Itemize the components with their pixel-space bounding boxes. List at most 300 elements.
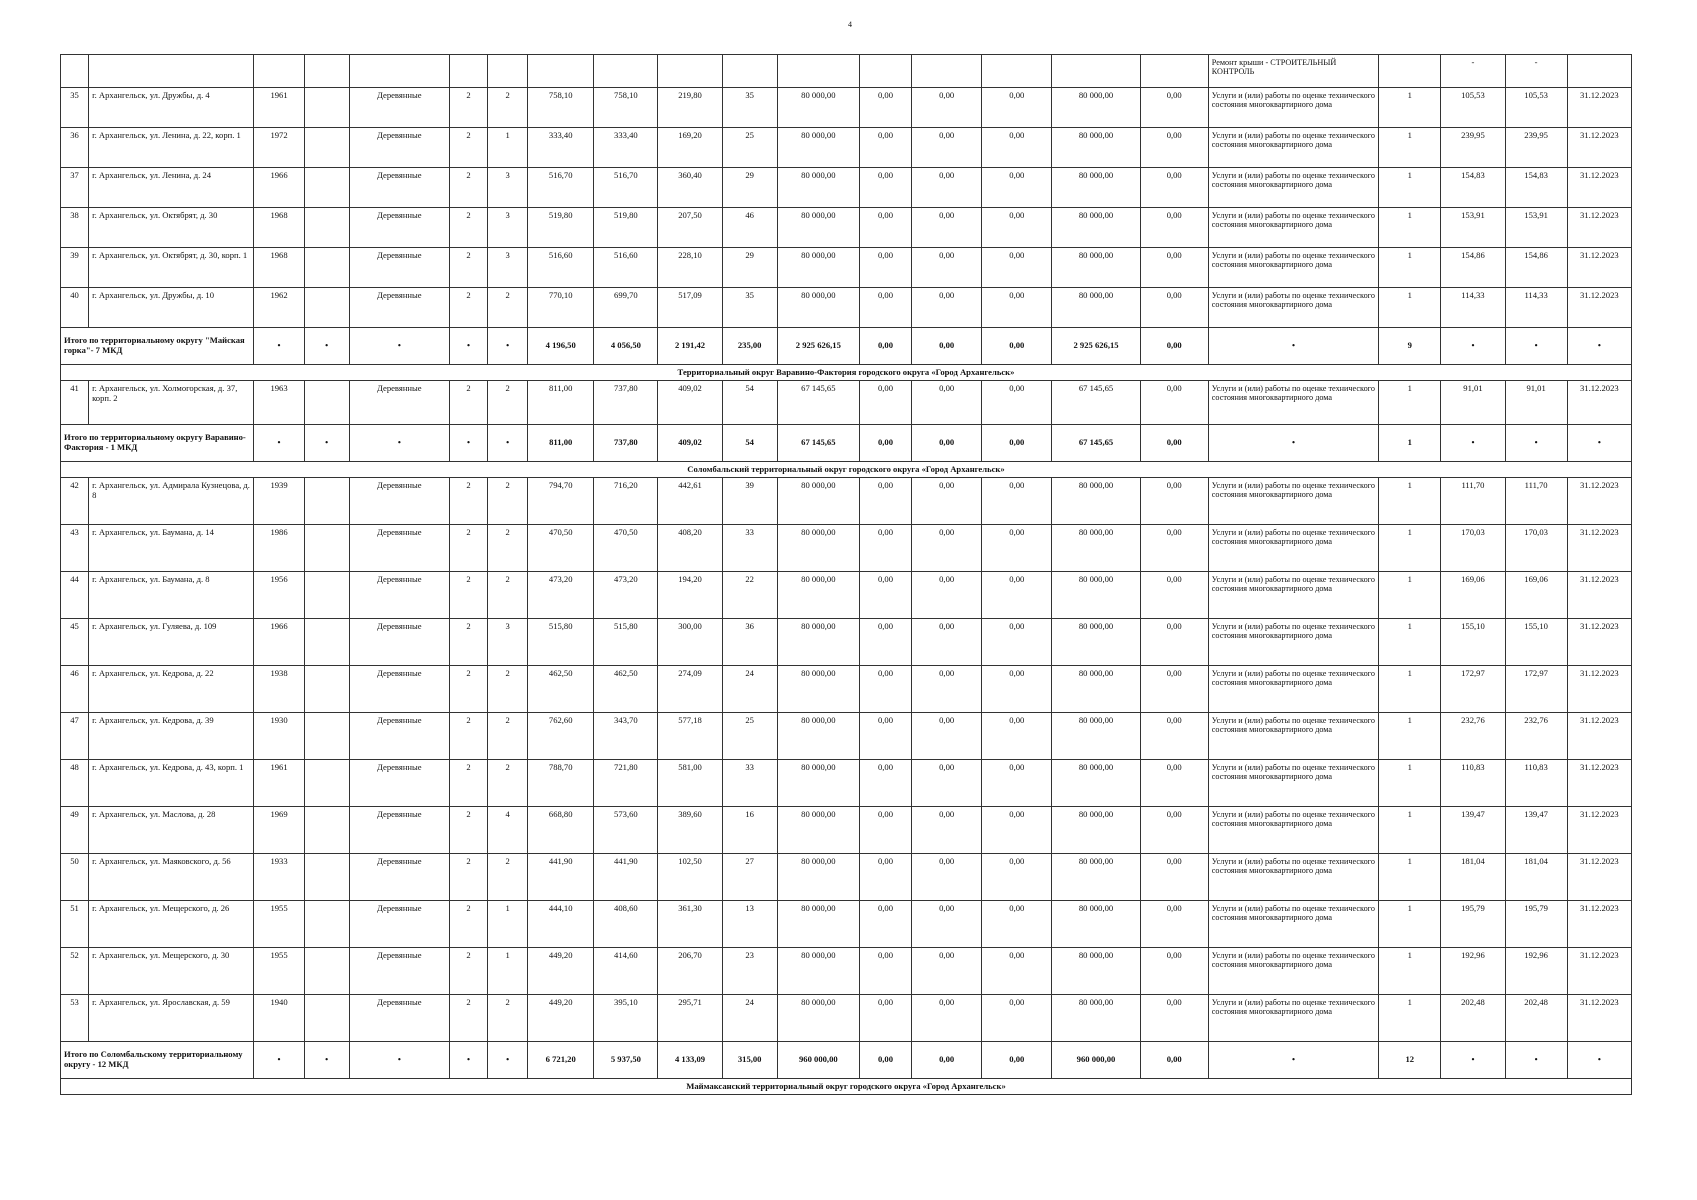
common-area-cell: 219,80 [658, 88, 722, 128]
build-year-cell: 1968 [254, 248, 304, 288]
total-cost-cell: 80 000,00 [777, 248, 859, 288]
build-year-cell: 1955 [254, 901, 304, 948]
blank-cell-cell [304, 666, 349, 713]
other-cost-cell: 0,00 [1140, 901, 1208, 948]
row-number-cell: 49 [61, 807, 89, 854]
other-cost-cell: 0,00 [1140, 288, 1208, 328]
address-cell: г. Архангельск, ул. Ярославская, д. 59 [89, 995, 254, 1042]
blank-cell-cell [304, 995, 349, 1042]
table-row [61, 525, 1632, 572]
address-cell: г. Архангельск, ул. Дружбы, д. 10 [89, 288, 254, 328]
unit-cost-cell: 111,70 [1441, 478, 1505, 525]
residential-area-cell: 737,80 [594, 425, 658, 462]
common-area-cell: 206,70 [658, 948, 722, 995]
work-type-cell: Услуги и (или) работы по оценке технического состояния многоквартирного дома [1208, 666, 1378, 713]
residents-cell: 22 [722, 572, 777, 619]
other-cost-cell: 0,00 [1140, 88, 1208, 128]
entrances-cell: 3 [488, 248, 528, 288]
dot-cell: • [1441, 328, 1505, 365]
total-cost-cell: 80 000,00 [777, 572, 859, 619]
other-cost-cell: 0,00 [1140, 760, 1208, 807]
table-row [61, 288, 1632, 328]
fund-cost-cell: 0,00 [859, 88, 911, 128]
common-area-cell: 517,09 [658, 288, 722, 328]
deadline-cell: 31.12.2023 [1567, 948, 1631, 995]
entrances-cell: 2 [488, 381, 528, 425]
total-area-cell: 516,60 [528, 248, 594, 288]
deadline-cell: 31.12.2023 [1567, 478, 1631, 525]
entrances-cell: 2 [488, 666, 528, 713]
total-area-cell: 811,00 [528, 425, 594, 462]
wall-material-cell: Деревянные [349, 760, 449, 807]
residential-area-cell: 699,70 [594, 288, 658, 328]
build-year-cell: 1968 [254, 208, 304, 248]
row-number-cell: 40 [61, 288, 89, 328]
city-cost-cell: 0,00 [982, 1042, 1052, 1079]
region-cost-cell: 0,00 [912, 713, 982, 760]
region-cost-cell: 0,00 [912, 328, 982, 365]
address-cell: г. Архангельск, ул. Баумана, д. 8 [89, 572, 254, 619]
total-cost-cell: 80 000,00 [777, 88, 859, 128]
owner-cost-cell: 80 000,00 [1052, 713, 1140, 760]
other-cost-cell: 0,00 [1140, 1042, 1208, 1079]
deadline-cell: 31.12.2023 [1567, 525, 1631, 572]
residents-cell: 23 [722, 948, 777, 995]
deadline-cell: 31.12.2023 [1567, 572, 1631, 619]
floors-cell: 2 [449, 288, 487, 328]
region-cost-cell: 0,00 [912, 995, 982, 1042]
limit-cost-cell: 232,76 [1505, 713, 1567, 760]
table-row [61, 901, 1632, 948]
total-cost-cell: 80 000,00 [777, 666, 859, 713]
total-cost-cell: 80 000,00 [777, 854, 859, 901]
city-cost-cell: 0,00 [982, 619, 1052, 666]
unit-cost-cell: 192,96 [1441, 948, 1505, 995]
section-title: Соломбальский территориальный округ городского округа «Город Архангельск» [61, 462, 1632, 478]
total-area-cell: 449,20 [528, 948, 594, 995]
total-row [61, 328, 1632, 365]
residents-cell: 36 [722, 619, 777, 666]
city-cost-cell: 0,00 [982, 381, 1052, 425]
build-year-cell: 1933 [254, 854, 304, 901]
blank-cell-cell [304, 478, 349, 525]
blank-cell-cell [304, 88, 349, 128]
other-cost-cell: 0,00 [1140, 854, 1208, 901]
address-cell: г. Архангельск, ул. Кедрова, д. 39 [89, 713, 254, 760]
unit-cost-cell: 154,83 [1441, 168, 1505, 208]
other-cost-cell: 0,00 [1140, 208, 1208, 248]
owner-cost-cell: 80 000,00 [1052, 619, 1140, 666]
unit-cost-cell: 232,76 [1441, 713, 1505, 760]
build-year-cell: 1961 [254, 88, 304, 128]
total-area-cell: 516,70 [528, 168, 594, 208]
total-area-cell: 515,80 [528, 619, 594, 666]
address-cell: г. Архангельск, ул. Ленина, д. 24 [89, 168, 254, 208]
unit-cost-cell: 110,83 [1441, 760, 1505, 807]
fund-cost-cell: 0,00 [859, 619, 911, 666]
total-area-cell: 770,10 [528, 288, 594, 328]
work-type-cell: Услуги и (или) работы по оценке технического состояния многоквартирного дома [1208, 208, 1378, 248]
entrances-cell: 3 [488, 619, 528, 666]
quantity-cell: 1 [1379, 948, 1441, 995]
fund-cost-cell: 0,00 [859, 1042, 911, 1079]
other-cost-cell: 0,00 [1140, 328, 1208, 365]
quantity-cell: 1 [1379, 208, 1441, 248]
limit-cost-cell: 105,53 [1505, 88, 1567, 128]
residents-cell: 24 [722, 666, 777, 713]
total-row [61, 1042, 1632, 1079]
page-number: 4 [848, 20, 852, 29]
total-cost-cell: 80 000,00 [777, 619, 859, 666]
build-year-cell: 1939 [254, 478, 304, 525]
unit-cost-cell: 154,86 [1441, 248, 1505, 288]
fund-cost-cell: 0,00 [859, 248, 911, 288]
quantity-cell: 9 [1379, 328, 1441, 365]
residential-area-cell: 408,60 [594, 901, 658, 948]
dot-cell: • [304, 425, 349, 462]
region-cost-cell: 0,00 [912, 854, 982, 901]
residential-area-cell: 343,70 [594, 713, 658, 760]
residential-area-cell: 5 937,50 [594, 1042, 658, 1079]
residents-cell: 27 [722, 854, 777, 901]
total-area-cell: 811,00 [528, 381, 594, 425]
residents-cell: 24 [722, 995, 777, 1042]
deadline-cell: 31.12.2023 [1567, 248, 1631, 288]
total-area-cell: 444,10 [528, 901, 594, 948]
common-area-cell: 295,71 [658, 995, 722, 1042]
row-number-cell: 35 [61, 88, 89, 128]
region-cost-cell: 0,00 [912, 572, 982, 619]
total-cost-cell: 80 000,00 [777, 948, 859, 995]
row-number-cell: 48 [61, 760, 89, 807]
build-year-cell: 1930 [254, 713, 304, 760]
total-cost-cell: 80 000,00 [777, 807, 859, 854]
residents-cell: 29 [722, 248, 777, 288]
owner-cost-cell: 80 000,00 [1052, 288, 1140, 328]
floors-cell: 2 [449, 760, 487, 807]
fund-cost-cell: 0,00 [859, 478, 911, 525]
city-cost-cell: 0,00 [982, 760, 1052, 807]
dot-cell: • [1567, 328, 1631, 365]
owner-cost-cell: 80 000,00 [1052, 995, 1140, 1042]
residential-area-cell: 395,10 [594, 995, 658, 1042]
total-cost-cell: 80 000,00 [777, 901, 859, 948]
table-row [61, 760, 1632, 807]
dot-cell: • [254, 328, 304, 365]
residents-cell: 25 [722, 128, 777, 168]
build-year-cell: 1972 [254, 128, 304, 168]
common-area-cell: 389,60 [658, 807, 722, 854]
city-cost-cell: 0,00 [982, 208, 1052, 248]
blank-cell-cell [304, 948, 349, 995]
residents-cell: 35 [722, 88, 777, 128]
other-cost-cell: 0,00 [1140, 948, 1208, 995]
table-row [61, 88, 1632, 128]
total-cost-cell: 80 000,00 [777, 713, 859, 760]
region-cost-cell: 0,00 [912, 807, 982, 854]
owner-cost-cell: 80 000,00 [1052, 666, 1140, 713]
address-cell: г. Архангельск, ул. Адмирала Кузнецова, д. 8 [89, 478, 254, 525]
wall-material-cell: Деревянные [349, 128, 449, 168]
dot-cell: • [488, 1042, 528, 1079]
total-area-cell: 794,70 [528, 478, 594, 525]
city-cost-cell: 0,00 [982, 572, 1052, 619]
floors-cell: 2 [449, 525, 487, 572]
region-cost-cell: 0,00 [912, 525, 982, 572]
row-number-cell: 41 [61, 381, 89, 425]
quantity-cell: 1 [1379, 88, 1441, 128]
table-row [61, 381, 1632, 425]
entrances-cell: 2 [488, 854, 528, 901]
common-area-cell: 581,00 [658, 760, 722, 807]
total-cost-cell: 80 000,00 [777, 525, 859, 572]
total-area-cell: 758,10 [528, 88, 594, 128]
entrances-cell: 4 [488, 807, 528, 854]
common-area-cell: 207,50 [658, 208, 722, 248]
dot-cell: • [1505, 425, 1567, 462]
build-year-cell: 1938 [254, 666, 304, 713]
owner-cost-cell: 80 000,00 [1052, 948, 1140, 995]
row-number-cell: 36 [61, 128, 89, 168]
build-year-cell: 1986 [254, 525, 304, 572]
deadline-cell: 31.12.2023 [1567, 288, 1631, 328]
other-cost-cell: 0,00 [1140, 248, 1208, 288]
residential-area-cell: 333,40 [594, 128, 658, 168]
total-cost-cell: 80 000,00 [777, 208, 859, 248]
limit-cost-cell: 170,03 [1505, 525, 1567, 572]
limit-cost-cell: 181,04 [1505, 854, 1567, 901]
quantity-cell: 1 [1379, 248, 1441, 288]
owner-cost-cell: 80 000,00 [1052, 128, 1140, 168]
dot-cell: • [1567, 425, 1631, 462]
unit-cost-cell: 181,04 [1441, 854, 1505, 901]
owner-cost-cell: 80 000,00 [1052, 572, 1140, 619]
table-row [61, 55, 1632, 88]
table-row [61, 248, 1632, 288]
row-number-cell: 47 [61, 713, 89, 760]
quantity-cell: 1 [1379, 478, 1441, 525]
floors-cell: 2 [449, 995, 487, 1042]
quantity-cell: 1 [1379, 168, 1441, 208]
dash-cell: - [1441, 55, 1505, 88]
address-cell: г. Архангельск, ул. Холмогорская, д. 37, корп. 2 [89, 381, 254, 425]
work-type-cell: Услуги и (или) работы по оценке технического состояния многоквартирного дома [1208, 901, 1378, 948]
region-cost-cell: 0,00 [912, 948, 982, 995]
common-area-cell: 408,20 [658, 525, 722, 572]
city-cost-cell: 0,00 [982, 128, 1052, 168]
floors-cell: 2 [449, 168, 487, 208]
total-cost-cell: 960 000,00 [777, 1042, 859, 1079]
total-cost-cell: 2 925 626,15 [777, 328, 859, 365]
total-cost-cell: 67 145,65 [777, 425, 859, 462]
dot-cell: • [349, 425, 449, 462]
wall-material-cell: Деревянные [349, 854, 449, 901]
residential-area-cell: 716,20 [594, 478, 658, 525]
dash-cell: - [1505, 55, 1567, 88]
dot-cell: • [349, 328, 449, 365]
dot-cell: • [254, 1042, 304, 1079]
dot-cell: • [1208, 328, 1378, 365]
city-cost-cell: 0,00 [982, 666, 1052, 713]
fund-cost-cell: 0,00 [859, 713, 911, 760]
blank-cell-cell [304, 854, 349, 901]
address-cell: г. Архангельск, ул. Кедрова, д. 22 [89, 666, 254, 713]
total-cost-cell: 80 000,00 [777, 760, 859, 807]
limit-cost-cell: 154,83 [1505, 168, 1567, 208]
work-type-cell: Услуги и (или) работы по оценке технического состояния многоквартирного дома [1208, 248, 1378, 288]
region-cost-cell: 0,00 [912, 128, 982, 168]
residential-area-cell: 470,50 [594, 525, 658, 572]
blank-cell-cell [304, 381, 349, 425]
unit-cost-cell: 169,06 [1441, 572, 1505, 619]
unit-cost-cell: 170,03 [1441, 525, 1505, 572]
limit-cost-cell: 172,97 [1505, 666, 1567, 713]
city-cost-cell: 0,00 [982, 328, 1052, 365]
unit-cost-cell: 114,33 [1441, 288, 1505, 328]
dot-cell: • [254, 425, 304, 462]
quantity-cell: 1 [1379, 760, 1441, 807]
owner-cost-cell: 80 000,00 [1052, 88, 1140, 128]
table-row [61, 713, 1632, 760]
quantity-cell: 1 [1379, 713, 1441, 760]
total-area-cell: 333,40 [528, 128, 594, 168]
limit-cost-cell: 155,10 [1505, 619, 1567, 666]
limit-cost-cell: 139,47 [1505, 807, 1567, 854]
common-area-cell: 409,02 [658, 381, 722, 425]
owner-cost-cell: 80 000,00 [1052, 168, 1140, 208]
other-cost-cell: 0,00 [1140, 525, 1208, 572]
floors-cell: 2 [449, 948, 487, 995]
work-type-cell: Услуги и (или) работы по оценке технического состояния многоквартирного дома [1208, 760, 1378, 807]
wall-material-cell: Деревянные [349, 381, 449, 425]
limit-cost-cell: 202,48 [1505, 995, 1567, 1042]
owner-cost-cell: 80 000,00 [1052, 807, 1140, 854]
entrances-cell: 2 [488, 88, 528, 128]
repair-program-table [60, 54, 1632, 1095]
dot-cell: • [449, 425, 487, 462]
wall-material-cell: Деревянные [349, 619, 449, 666]
residential-area-cell: 516,70 [594, 168, 658, 208]
table-row [61, 478, 1632, 525]
table-row [61, 128, 1632, 168]
residents-cell: 39 [722, 478, 777, 525]
quantity-cell: 1 [1379, 995, 1441, 1042]
total-area-cell: 473,20 [528, 572, 594, 619]
total-area-cell: 762,60 [528, 713, 594, 760]
residential-area-cell: 737,80 [594, 381, 658, 425]
floors-cell: 2 [449, 248, 487, 288]
residents-cell: 54 [722, 381, 777, 425]
unit-cost-cell: 155,10 [1441, 619, 1505, 666]
wall-material-cell: Деревянные [349, 208, 449, 248]
city-cost-cell: 0,00 [982, 288, 1052, 328]
fund-cost-cell: 0,00 [859, 901, 911, 948]
wall-material-cell: Деревянные [349, 572, 449, 619]
quantity-cell: 1 [1379, 288, 1441, 328]
unit-cost-cell: 239,95 [1441, 128, 1505, 168]
city-cost-cell: 0,00 [982, 478, 1052, 525]
fund-cost-cell: 0,00 [859, 995, 911, 1042]
residential-area-cell: 441,90 [594, 854, 658, 901]
section-header-row [61, 1079, 1632, 1095]
dot-cell: • [1441, 1042, 1505, 1079]
table-row [61, 208, 1632, 248]
residents-cell: 13 [722, 901, 777, 948]
common-area-cell: 4 133,09 [658, 1042, 722, 1079]
other-cost-cell: 0,00 [1140, 666, 1208, 713]
fund-cost-cell: 0,00 [859, 666, 911, 713]
fund-cost-cell: 0,00 [859, 425, 911, 462]
city-cost-cell: 0,00 [982, 948, 1052, 995]
region-cost-cell: 0,00 [912, 88, 982, 128]
residential-area-cell: 414,60 [594, 948, 658, 995]
floors-cell: 2 [449, 208, 487, 248]
dot-cell: • [1505, 328, 1567, 365]
total-area-cell: 519,80 [528, 208, 594, 248]
common-area-cell: 274,09 [658, 666, 722, 713]
owner-cost-cell: 80 000,00 [1052, 525, 1140, 572]
deadline-cell: 31.12.2023 [1567, 807, 1631, 854]
entrances-cell: 2 [488, 525, 528, 572]
floors-cell: 2 [449, 381, 487, 425]
section-header-row [61, 462, 1632, 478]
address-cell: г. Архангельск, ул. Маслова, д. 28 [89, 807, 254, 854]
other-cost-cell: 0,00 [1140, 128, 1208, 168]
other-cost-cell: 0,00 [1140, 713, 1208, 760]
deadline-cell: 31.12.2023 [1567, 995, 1631, 1042]
quantity-cell: 1 [1379, 425, 1441, 462]
fund-cost-cell: 0,00 [859, 128, 911, 168]
work-type-cell: Услуги и (или) работы по оценке технического состояния многоквартирного дома [1208, 619, 1378, 666]
deadline-cell: 31.12.2023 [1567, 381, 1631, 425]
residential-area-cell: 758,10 [594, 88, 658, 128]
other-cost-cell: 0,00 [1140, 478, 1208, 525]
quantity-cell: 1 [1379, 901, 1441, 948]
table-row [61, 995, 1632, 1042]
blank-cell-cell [304, 525, 349, 572]
blank-cell-cell [304, 760, 349, 807]
row-number-cell: 51 [61, 901, 89, 948]
residential-area-cell: 573,60 [594, 807, 658, 854]
blank-cell-cell [304, 619, 349, 666]
common-area-cell: 2 191,42 [658, 328, 722, 365]
floors-cell: 2 [449, 713, 487, 760]
owner-cost-cell: 67 145,65 [1052, 425, 1140, 462]
wall-material-cell: Деревянные [349, 713, 449, 760]
city-cost-cell: 0,00 [982, 854, 1052, 901]
entrances-cell: 2 [488, 713, 528, 760]
section-title: Территориальный округ Варавино-Фактория городского округа «Город Архангельск» [61, 365, 1632, 381]
other-cost-cell: 0,00 [1140, 807, 1208, 854]
common-area-cell: 194,20 [658, 572, 722, 619]
region-cost-cell: 0,00 [912, 425, 982, 462]
city-cost-cell: 0,00 [982, 901, 1052, 948]
limit-cost-cell: 153,91 [1505, 208, 1567, 248]
table-row [61, 666, 1632, 713]
wall-material-cell: Деревянные [349, 288, 449, 328]
city-cost-cell: 0,00 [982, 807, 1052, 854]
dot-cell: • [488, 425, 528, 462]
common-area-cell: 360,40 [658, 168, 722, 208]
owner-cost-cell: 960 000,00 [1052, 1042, 1140, 1079]
deadline-cell: 31.12.2023 [1567, 760, 1631, 807]
entrances-cell: 1 [488, 128, 528, 168]
section-header-row [61, 365, 1632, 381]
limit-cost-cell: 154,86 [1505, 248, 1567, 288]
unit-cost-cell: 105,53 [1441, 88, 1505, 128]
region-cost-cell: 0,00 [912, 381, 982, 425]
unit-cost-cell: 172,97 [1441, 666, 1505, 713]
